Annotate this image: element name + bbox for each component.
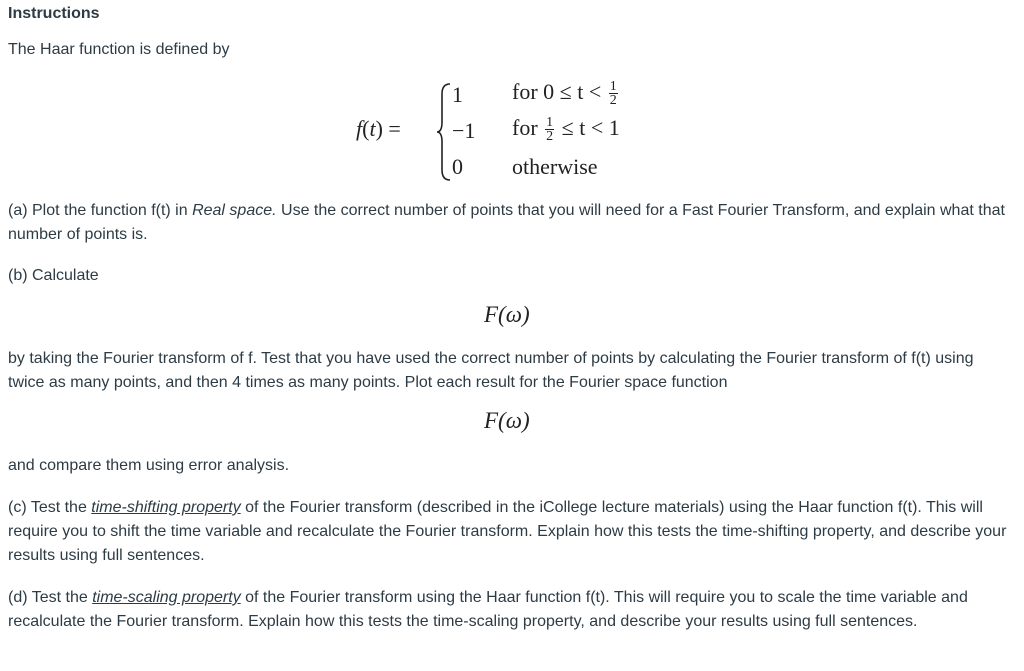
equation-lhs: f(t) = [356, 116, 401, 141]
case-3-value: 0 [452, 154, 463, 179]
page-heading: Instructions [8, 5, 100, 22]
part-b-label: (b) Calculate [8, 267, 99, 284]
case-2-condition: for $\frac{1}{2}$ ≤ t < 1 [512, 115, 620, 145]
part-b-end-text: and compare them using error analysis. [8, 457, 290, 474]
real-space-emphasis: Real space. [192, 202, 277, 219]
part-d-text: (d) Test the time-scaling property of the Fourier transform using the Haar function f(t). This will require you to scale the time variable and recalculate the Fourier transform. Explain how this tests the time-scaling property, and describe your results using full sentences. [8, 589, 968, 630]
part-a-text: (a) Plot the function f(t) in Real space. Use the correct number of points that you will need for a Fast Fourier Transform, and explain what that number of points is. [8, 202, 1005, 243]
left-brace-icon [436, 82, 452, 182]
part-c-text: (c) Test the time-shifting property of the Fourier transform (described in the iCollege lecture materials) using the Haar function f(t). This will require you to shift the time variable and recalculate the Fourier transform. Explain how this tests the time-shifting property, and describe your results using full sentences. [8, 499, 1007, 564]
time-scaling-property-link[interactable]: time-scaling property [92, 589, 241, 606]
case-1-value: 1 [452, 82, 463, 107]
case-2-value: −1 [452, 118, 476, 143]
intro-text: The Haar function is defined by [8, 41, 230, 58]
display-fourier-function-1: F(ω) [484, 302, 530, 327]
case-3-condition: otherwise [512, 154, 598, 179]
case-1-condition: for 0 ≤ t < $\frac{1}{2}$ [512, 79, 617, 109]
time-shifting-property-link[interactable]: time-shifting property [91, 499, 241, 516]
display-fourier-function-2: F(ω) [484, 408, 530, 433]
part-b-text: by taking the Fourier transform of f. Test that you have used the correct number of points by calculating the Fourier transform of f(t) using twice as many points, and then 4 times as many points. Plot each result for the Fourier space function [8, 350, 974, 391]
